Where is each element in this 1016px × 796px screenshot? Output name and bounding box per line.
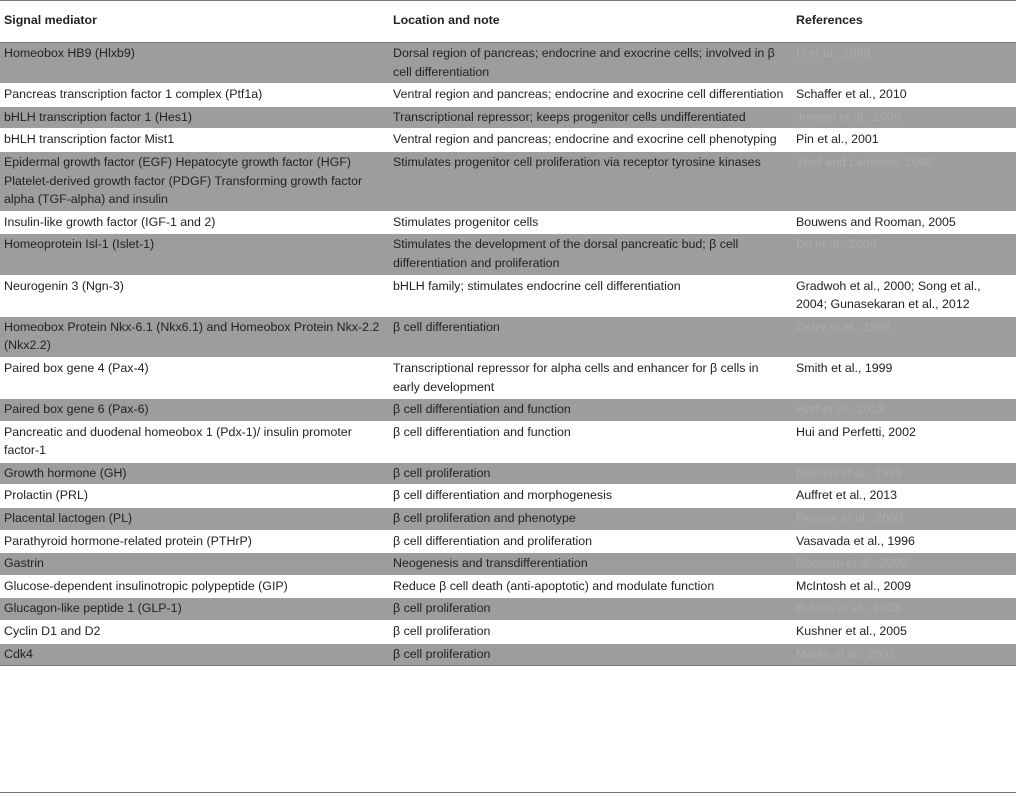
cell-signal-mediator: Paired box gene 4 (Pax-4) xyxy=(0,357,389,398)
cell-location-note: β cell proliferation xyxy=(389,598,792,621)
cell-signal-mediator: Epidermal growth factor (EGF) Hepatocyte growth factor (HGF) Platelet-derived growth factor (PDGF) Transforming growth factor alpha (TGF-alpha) and insulin xyxy=(0,151,389,211)
cell-location-note: Dorsal region of pancreas; endocrine and exocrine cells; involved in β cell differentiation xyxy=(389,43,792,84)
cell-signal-mediator: bHLH transcription factor 1 (Hes1) xyxy=(0,106,389,129)
cell-signal-mediator: Gastrin xyxy=(0,553,389,576)
cell-signal-mediator: Paired box gene 6 (Pax-6) xyxy=(0,399,389,422)
cell-reference: Du et al., 2009 xyxy=(792,234,1016,275)
cell-signal-mediator: Neurogenin 3 (Ngn-3) xyxy=(0,275,389,316)
table-row xyxy=(0,316,1016,357)
cell-signal-mediator: Cdk4 xyxy=(0,643,389,666)
cell-reference: Buteau et al., 2003 xyxy=(792,598,1016,621)
cell-signal-mediator: Cyclin D1 and D2 xyxy=(0,621,389,644)
table-row xyxy=(0,129,1016,152)
table-row xyxy=(0,399,1016,422)
cell-location-note: β cell differentiation and proliferation xyxy=(389,530,792,553)
cell-signal-mediator: Homeobox HB9 (Hlxb9) xyxy=(0,43,389,84)
table-row xyxy=(0,575,1016,598)
cell-reference: Smith et al., 1999 xyxy=(792,357,1016,398)
table-row xyxy=(0,275,1016,316)
cell-location-note: β cell differentiation xyxy=(389,316,792,357)
cell-location-note: β cell proliferation xyxy=(389,621,792,644)
cell-location-note: Reduce β cell death (anti-apoptotic) and modulate function xyxy=(389,575,792,598)
header-row xyxy=(0,1,1016,43)
cell-location-note: β cell proliferation xyxy=(389,643,792,666)
cell-location-note: Ventral region and pancreas; endocrine and exocrine cell differentiation xyxy=(389,84,792,107)
cell-reference: Vasavada et al., 1996 xyxy=(792,530,1016,553)
cell-reference: Auffret et al., 2013 xyxy=(792,485,1016,508)
cell-location-note: Stimulates progenitor cell proliferation via receptor tyrosine kinases xyxy=(389,151,792,211)
table-row xyxy=(0,357,1016,398)
cell-signal-mediator: Growth hormone (GH) xyxy=(0,462,389,485)
cell-reference: Jensen et al., 2000 xyxy=(792,106,1016,129)
table-row xyxy=(0,151,1016,211)
header-location-note: Location and note xyxy=(389,1,792,43)
cell-reference: Yesil and Lammert, 2008 xyxy=(792,151,1016,211)
table-row xyxy=(0,421,1016,462)
cell-signal-mediator: Prolactin (PRL) xyxy=(0,485,389,508)
bottom-rule xyxy=(0,792,1016,793)
cell-signal-mediator: Homeoprotein Isl-1 (Islet-1) xyxy=(0,234,389,275)
cell-reference: Bouwens and Rooman, 2005 xyxy=(792,211,1016,234)
cell-reference: Oster et al., 1998 xyxy=(792,316,1016,357)
table-row xyxy=(0,234,1016,275)
cell-reference: Pin et al., 2001 xyxy=(792,129,1016,152)
table-row xyxy=(0,106,1016,129)
cell-location-note: β cell differentiation and morphogenesis xyxy=(389,485,792,508)
cell-reference: Rooman et al., 2002 xyxy=(792,553,1016,576)
cell-reference: Martin et al., 2003 xyxy=(792,643,1016,666)
table-row xyxy=(0,84,1016,107)
cell-signal-mediator: Placental lactogen (PL) xyxy=(0,508,389,531)
table-row xyxy=(0,553,1016,576)
cell-signal-mediator: Glucose-dependent insulinotropic polypeptide (GIP) xyxy=(0,575,389,598)
table-row xyxy=(0,508,1016,531)
header-signal-mediator: Signal mediator xyxy=(0,1,389,43)
table-row xyxy=(0,485,1016,508)
cell-signal-mediator: Insulin-like growth factor (IGF-1 and 2) xyxy=(0,211,389,234)
cell-signal-mediator: Parathyroid hormone-related protein (PTHrP) xyxy=(0,530,389,553)
cell-reference: Hart et al., 2013 xyxy=(792,399,1016,422)
table-row xyxy=(0,643,1016,666)
cell-signal-mediator: Pancreas transcription factor 1 complex (Ptf1a) xyxy=(0,84,389,107)
cell-signal-mediator: Glucagon-like peptide 1 (GLP-1) xyxy=(0,598,389,621)
cell-location-note: Stimulates the development of the dorsal pancreatic bud; β cell differentiation and proliferation xyxy=(389,234,792,275)
cell-location-note: β cell differentiation and function xyxy=(389,421,792,462)
cell-reference: McIntosh et al., 2009 xyxy=(792,575,1016,598)
cell-reference: Hui and Perfetti, 2002 xyxy=(792,421,1016,462)
cell-location-note: Ventral region and pancreas; endocrine and exocrine cell phenotyping xyxy=(389,129,792,152)
cell-location-note: bHLH family; stimulates endocrine cell differentiation xyxy=(389,275,792,316)
cell-location-note: Neogenesis and transdifferentiation xyxy=(389,553,792,576)
cell-signal-mediator: Homeobox Protein Nkx-6.1 (Nkx6.1) and Homeobox Protein Nkx-2.2 (Nkx2.2) xyxy=(0,316,389,357)
table-row xyxy=(0,211,1016,234)
cell-reference: Kushner et al., 2005 xyxy=(792,621,1016,644)
table-row xyxy=(0,43,1016,84)
cell-location-note: β cell proliferation and phenotype xyxy=(389,508,792,531)
table-row xyxy=(0,530,1016,553)
cell-reference: Schaffer et al., 2010 xyxy=(792,84,1016,107)
cell-reference: Gradwoh et al., 2000; Song et al., 2004; Gunasekaran et al., 2012 xyxy=(792,275,1016,316)
cell-location-note: Stimulates progenitor cells xyxy=(389,211,792,234)
cell-signal-mediator: bHLH transcription factor Mist1 xyxy=(0,129,389,152)
table-body xyxy=(0,43,1016,666)
cell-location-note: β cell proliferation xyxy=(389,462,792,485)
cell-reference: Li et al., 1999. xyxy=(792,43,1016,84)
table-row xyxy=(0,621,1016,644)
cell-signal-mediator: Pancreatic and duodenal homeobox 1 (Pdx-1)/ insulin promoter factor-1 xyxy=(0,421,389,462)
cell-location-note: β cell differentiation and function xyxy=(389,399,792,422)
table-row xyxy=(0,598,1016,621)
cell-location-note: Transcriptional repressor for alpha cells and enhancer for β cells in early development xyxy=(389,357,792,398)
table-row xyxy=(0,462,1016,485)
cell-reference: Nielsen et al., 1989 xyxy=(792,462,1016,485)
cell-location-note: Transcriptional repressor; keeps progenitor cells undifferentiated xyxy=(389,106,792,129)
header-references: References xyxy=(792,1,1016,43)
cell-reference: Fleenor et al., 2000 xyxy=(792,508,1016,531)
